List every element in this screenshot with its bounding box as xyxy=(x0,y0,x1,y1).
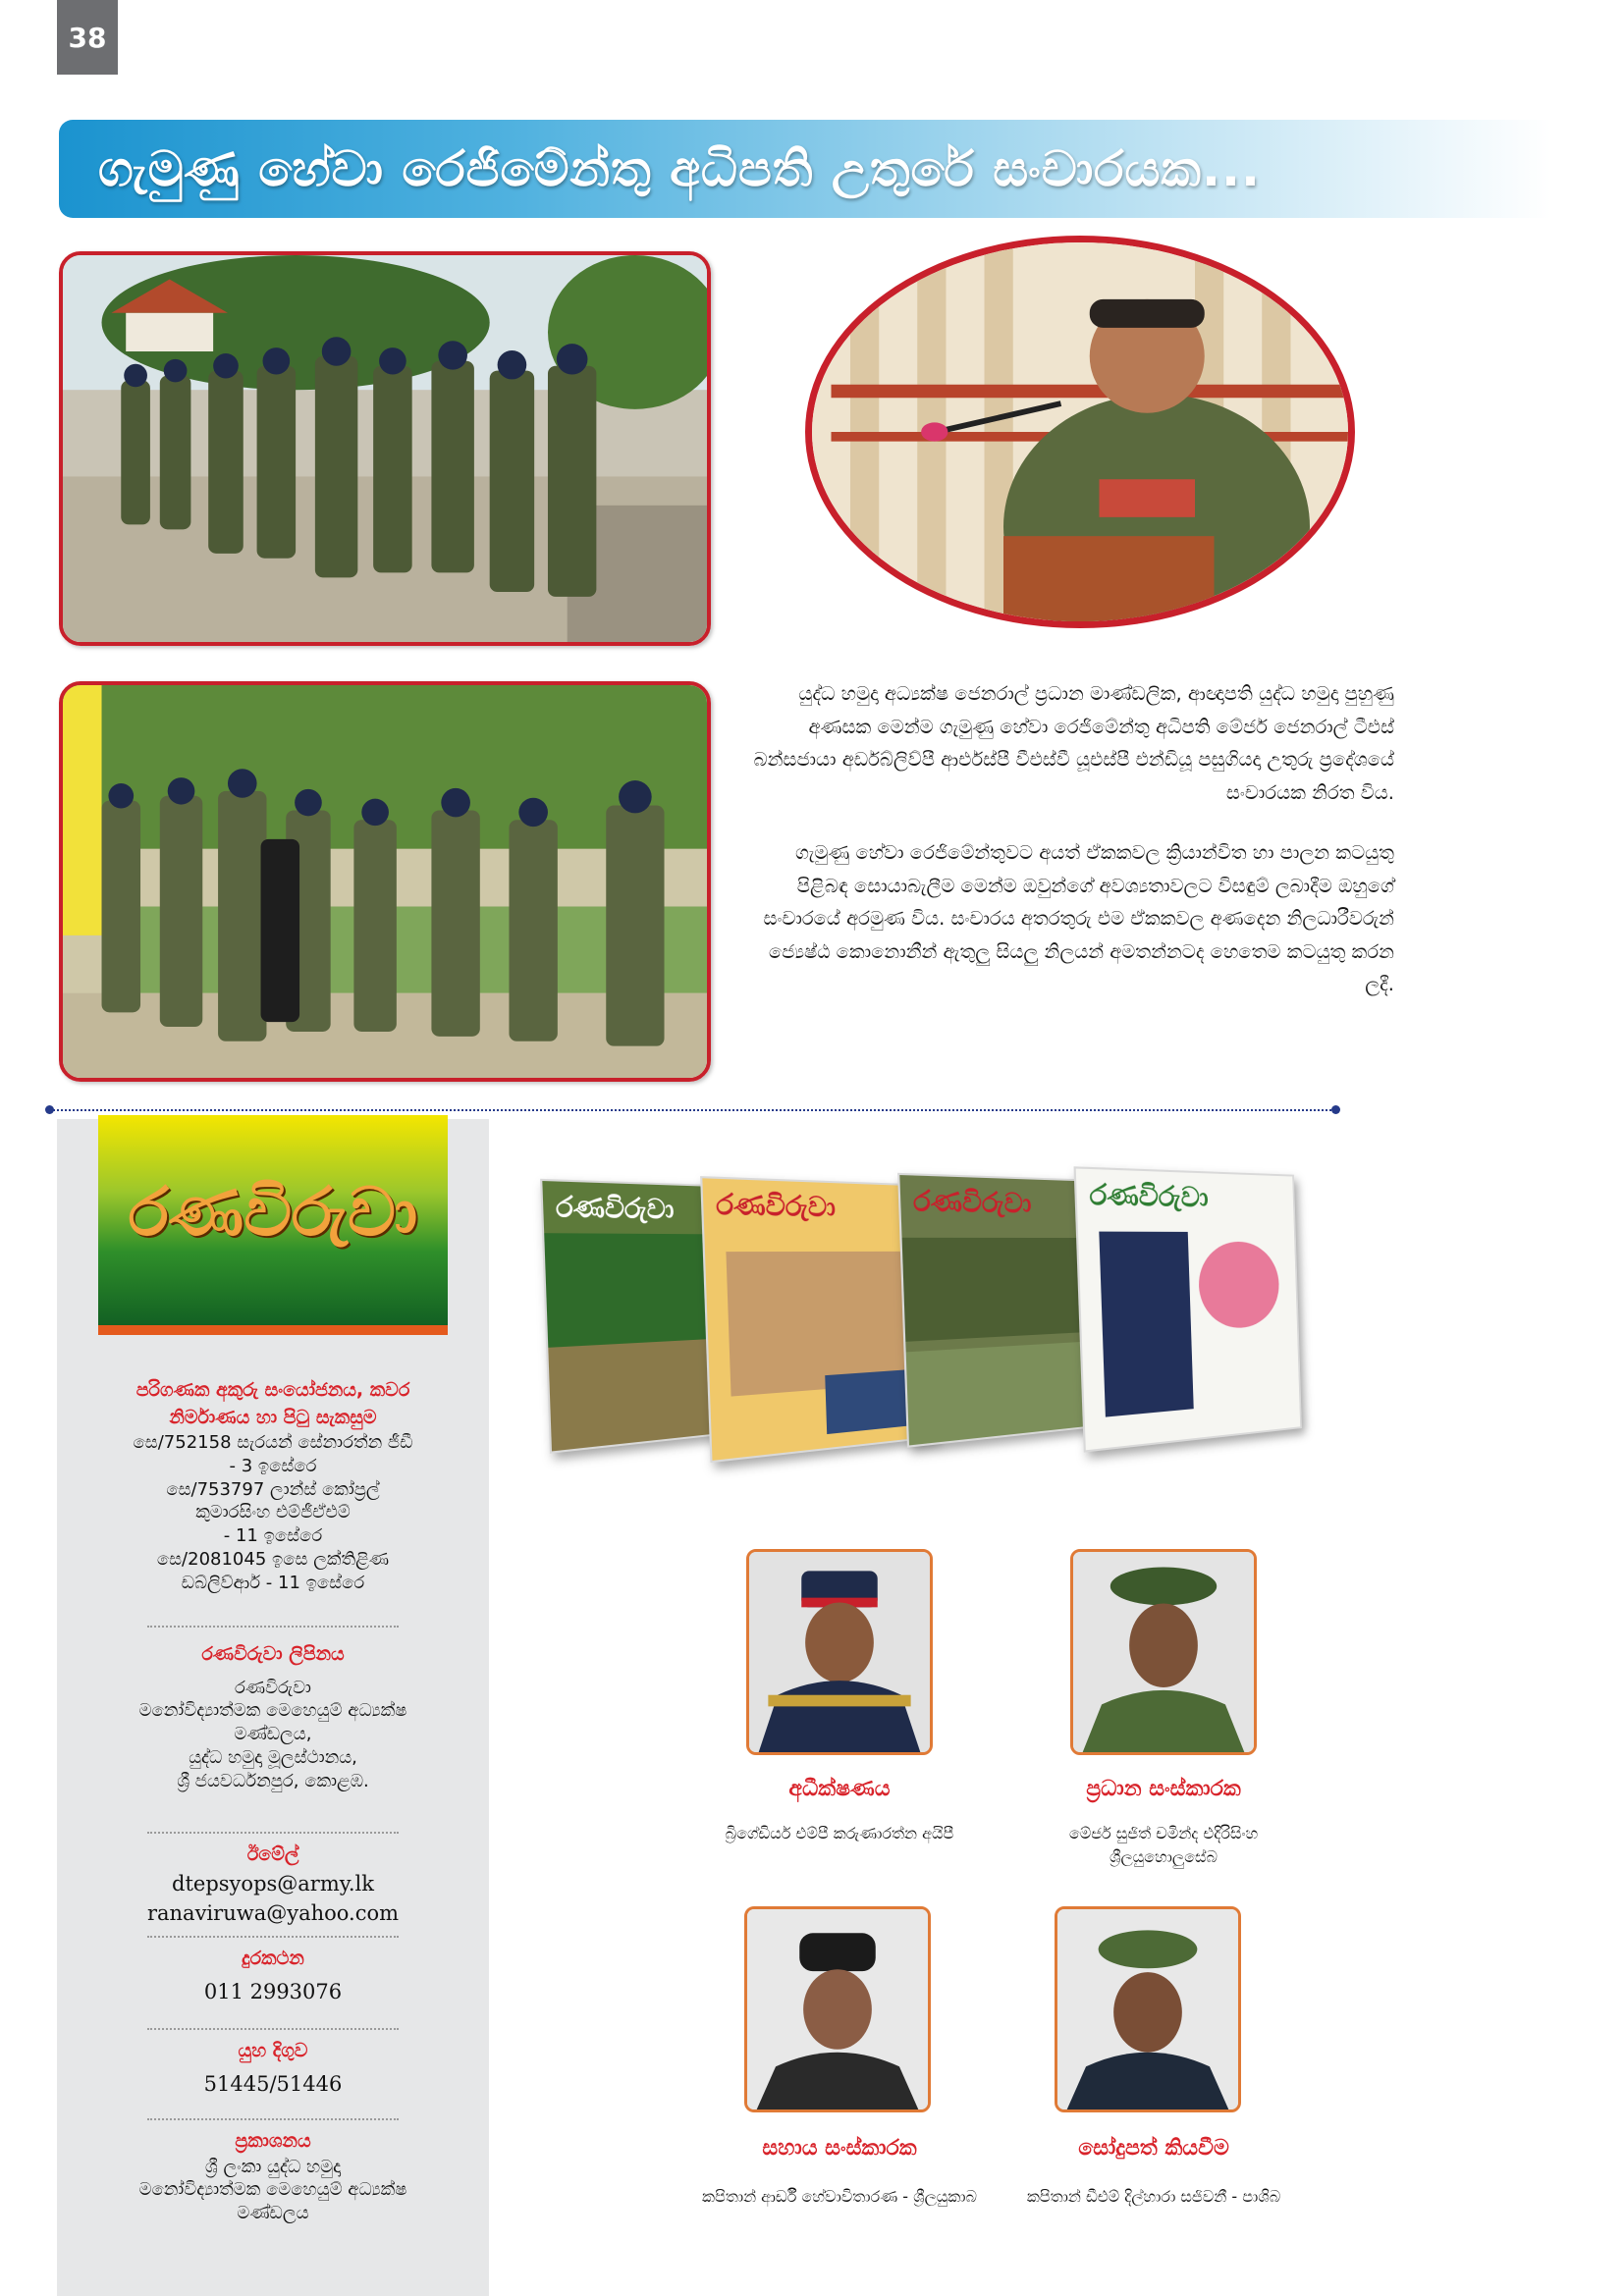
phone-heading: දුරකථන xyxy=(242,1948,304,1969)
credits-line: - 3 ඉසේරෙ xyxy=(229,1455,317,1476)
credits-line: සෙ/2081045 ඉසෙ ලක්තිළිණ xyxy=(156,1548,390,1570)
section-divider xyxy=(49,1109,1335,1111)
email-block xyxy=(98,1842,448,1928)
address-line: ශ්‍රී ජයවර්ධනපුර, කොළඹ. xyxy=(177,1770,369,1791)
credits-heading: පරිගණක අකුරු සංයෝජනය, කවර නිර්මාණය හා පිටු සැකසුම xyxy=(135,1379,410,1428)
staff-role: සෝදුපත් කියවීම xyxy=(1078,2136,1229,2161)
publisher-line: මනෝවිද්‍යාත්මක මෙහෙයුම් අධ්‍යක්ෂ xyxy=(138,2179,407,2201)
dotted-separator xyxy=(147,1832,399,1834)
email-heading: ඊමේල් xyxy=(246,1843,299,1865)
page-number: 38 xyxy=(57,0,118,75)
credits-line: ඩබ්ලිව්ආර් - 11 ඉසේරෙ xyxy=(181,1572,365,1593)
portrait-proofreader xyxy=(1055,1906,1241,2112)
article-paragraph-2: ගැමුණු හේවා රෙජිමේන්තුවට අයත් ඒකකවල ක්‍රියාන්විත හා පාලන කටයුතු පිළිබඳ සොයාබැලීම මෙන්ම ඔවුන්ගේ අවශ්‍යතාවලට විසඳුම් ලබාදීම ඔහුගේ සංචාරයේ අරමුණ විය. සංචාරය අතරතුරු එම ඒකකවල අණදෙන නිලධාරීවරුන් ජ්‍යෙෂ්ඨ කොනොනීන් ඇතුලු සියලු නිලයන් අමතන්නටද හෙතෙම කටයුතු කරන ලදී. xyxy=(763,841,1394,996)
dotted-separator xyxy=(147,2118,399,2120)
logo-strip xyxy=(98,1325,448,1335)
magazine-cover xyxy=(1074,1166,1302,1452)
credits-line: - 11 ඉසේරෙ xyxy=(223,1525,323,1547)
magazine-masthead: රණවිරුවා xyxy=(1088,1177,1210,1214)
staff-name: ශ්‍රීලයුහොලුසේබ xyxy=(1110,1847,1218,1866)
dotted-separator xyxy=(147,2028,399,2030)
staff-role: සහාය සංස්කාරක xyxy=(762,2136,917,2161)
photo-inspection-1 xyxy=(59,251,711,646)
publisher-heading: ප්‍රකාශනය xyxy=(235,2130,311,2152)
publisher-line: ශ්‍රී ලංකා යුද්ධ හමුදා xyxy=(204,2156,342,2177)
address-block xyxy=(98,1641,448,1792)
address-heading: රණවිරුවා ලිපිනය xyxy=(201,1643,345,1665)
ranaviruwa-logo xyxy=(98,1115,448,1335)
headline-banner xyxy=(59,120,1551,218)
phone-block xyxy=(98,1946,448,2006)
publisher-block xyxy=(98,2128,448,2225)
logo-text: රණවිරුවා xyxy=(128,1174,418,1252)
dotted-separator xyxy=(147,1626,399,1628)
staff-role: ප්‍රධාන සංස්කාරක xyxy=(1086,1777,1241,1801)
fax-block xyxy=(98,2038,448,2099)
portrait-supervisor xyxy=(746,1549,933,1755)
headline: ගැමුණු හේවා රෙජිමේන්තු අධිපති උතුරේ සංචාරයක... xyxy=(98,139,1262,197)
staff-name: මේජර් සුජිත් චමින්ද එදිරිසිංහ xyxy=(1068,1824,1259,1842)
credits-line: සෙ/752158 සැරයන් සේනාරත්න ජීඩී xyxy=(133,1432,413,1454)
photo-inspection-2 xyxy=(59,681,711,1082)
portrait-chief-editor xyxy=(1070,1549,1257,1755)
article-paragraph-1: යුද්ධ හමුදා අධ්‍යක්ෂ ජෙනරාල් ප්‍රධාන මාණ්ඩලික, ආඥාපති යුද්ධ හමුදා පුහුණු අණසක මෙන්ම ගැමුණු හේවා රෙජිමේන්තු අධිපති මේජර් ජෙනරාල් ටීඑස් බන්සජායා අර්ඩබ්ලිව්පී ආර්එස්පී වීඑස්වී යූඑස්පී එන්ඩියූ පසුගියදා උතුරු ප්‍රදේශයේ සංචාරයක නිරත විය. xyxy=(753,682,1394,804)
address-line: මනෝවිද්‍යාත්මක මෙහෙයුම් අධ්‍යක්ෂ xyxy=(138,1700,407,1722)
dotted-separator xyxy=(147,1936,399,1938)
address-line: මණ්ඩලය, xyxy=(234,1724,312,1745)
address-line: රණවිරුවා xyxy=(235,1677,311,1698)
publisher-line: මණ්ඩලය xyxy=(237,2203,309,2224)
fax-heading: යුහ දිගුව xyxy=(238,2040,308,2061)
email-address: ranaviruwa@yahoo.com xyxy=(146,1900,400,1925)
email-address: dtepsyops@army.lk xyxy=(172,1871,374,1896)
magazine-masthead: රණවිරුවා xyxy=(715,1187,837,1224)
credits-block xyxy=(98,1377,448,1594)
magazine-masthead: රණවිරුවා xyxy=(912,1183,1032,1220)
phone-number: 011 2993076 xyxy=(203,1979,343,2003)
portrait-assistant-editor xyxy=(744,1906,931,2112)
photo-speaker-oval xyxy=(805,236,1355,628)
divider-dot-right xyxy=(1331,1105,1340,1114)
staff-name: කපිතාන් ආර්ඩී හේවාවිතාරණ - ශ්‍රීලයුකාබ xyxy=(702,2187,977,2206)
address-line: යුද්ධ හමුදා මූලස්ථානය, xyxy=(189,1746,357,1768)
fax-number: 51445/51446 xyxy=(203,2071,343,2096)
magazine-masthead: රණවිරුවා xyxy=(555,1189,675,1226)
credits-line: කුමාරසිංහ එම්ජීඒඑම් xyxy=(195,1502,351,1523)
article-body xyxy=(746,677,1394,1029)
magazine-stack xyxy=(530,1163,1365,1487)
staff-name: කපිතාන් ඩීඑම් දිල්හාරා සජිවනී - පාශිබ xyxy=(1026,2187,1281,2206)
credits-line: සෙ/753797 ලාන්ස් කෝප්‍රල් xyxy=(166,1478,380,1500)
staff-name: බ්‍රිගේඩියර් එම්පී කරුණාරත්න අයිපී xyxy=(725,1824,954,1842)
staff-role: අධීක්ෂණය xyxy=(788,1777,891,1801)
divider-dot-left xyxy=(45,1105,54,1114)
